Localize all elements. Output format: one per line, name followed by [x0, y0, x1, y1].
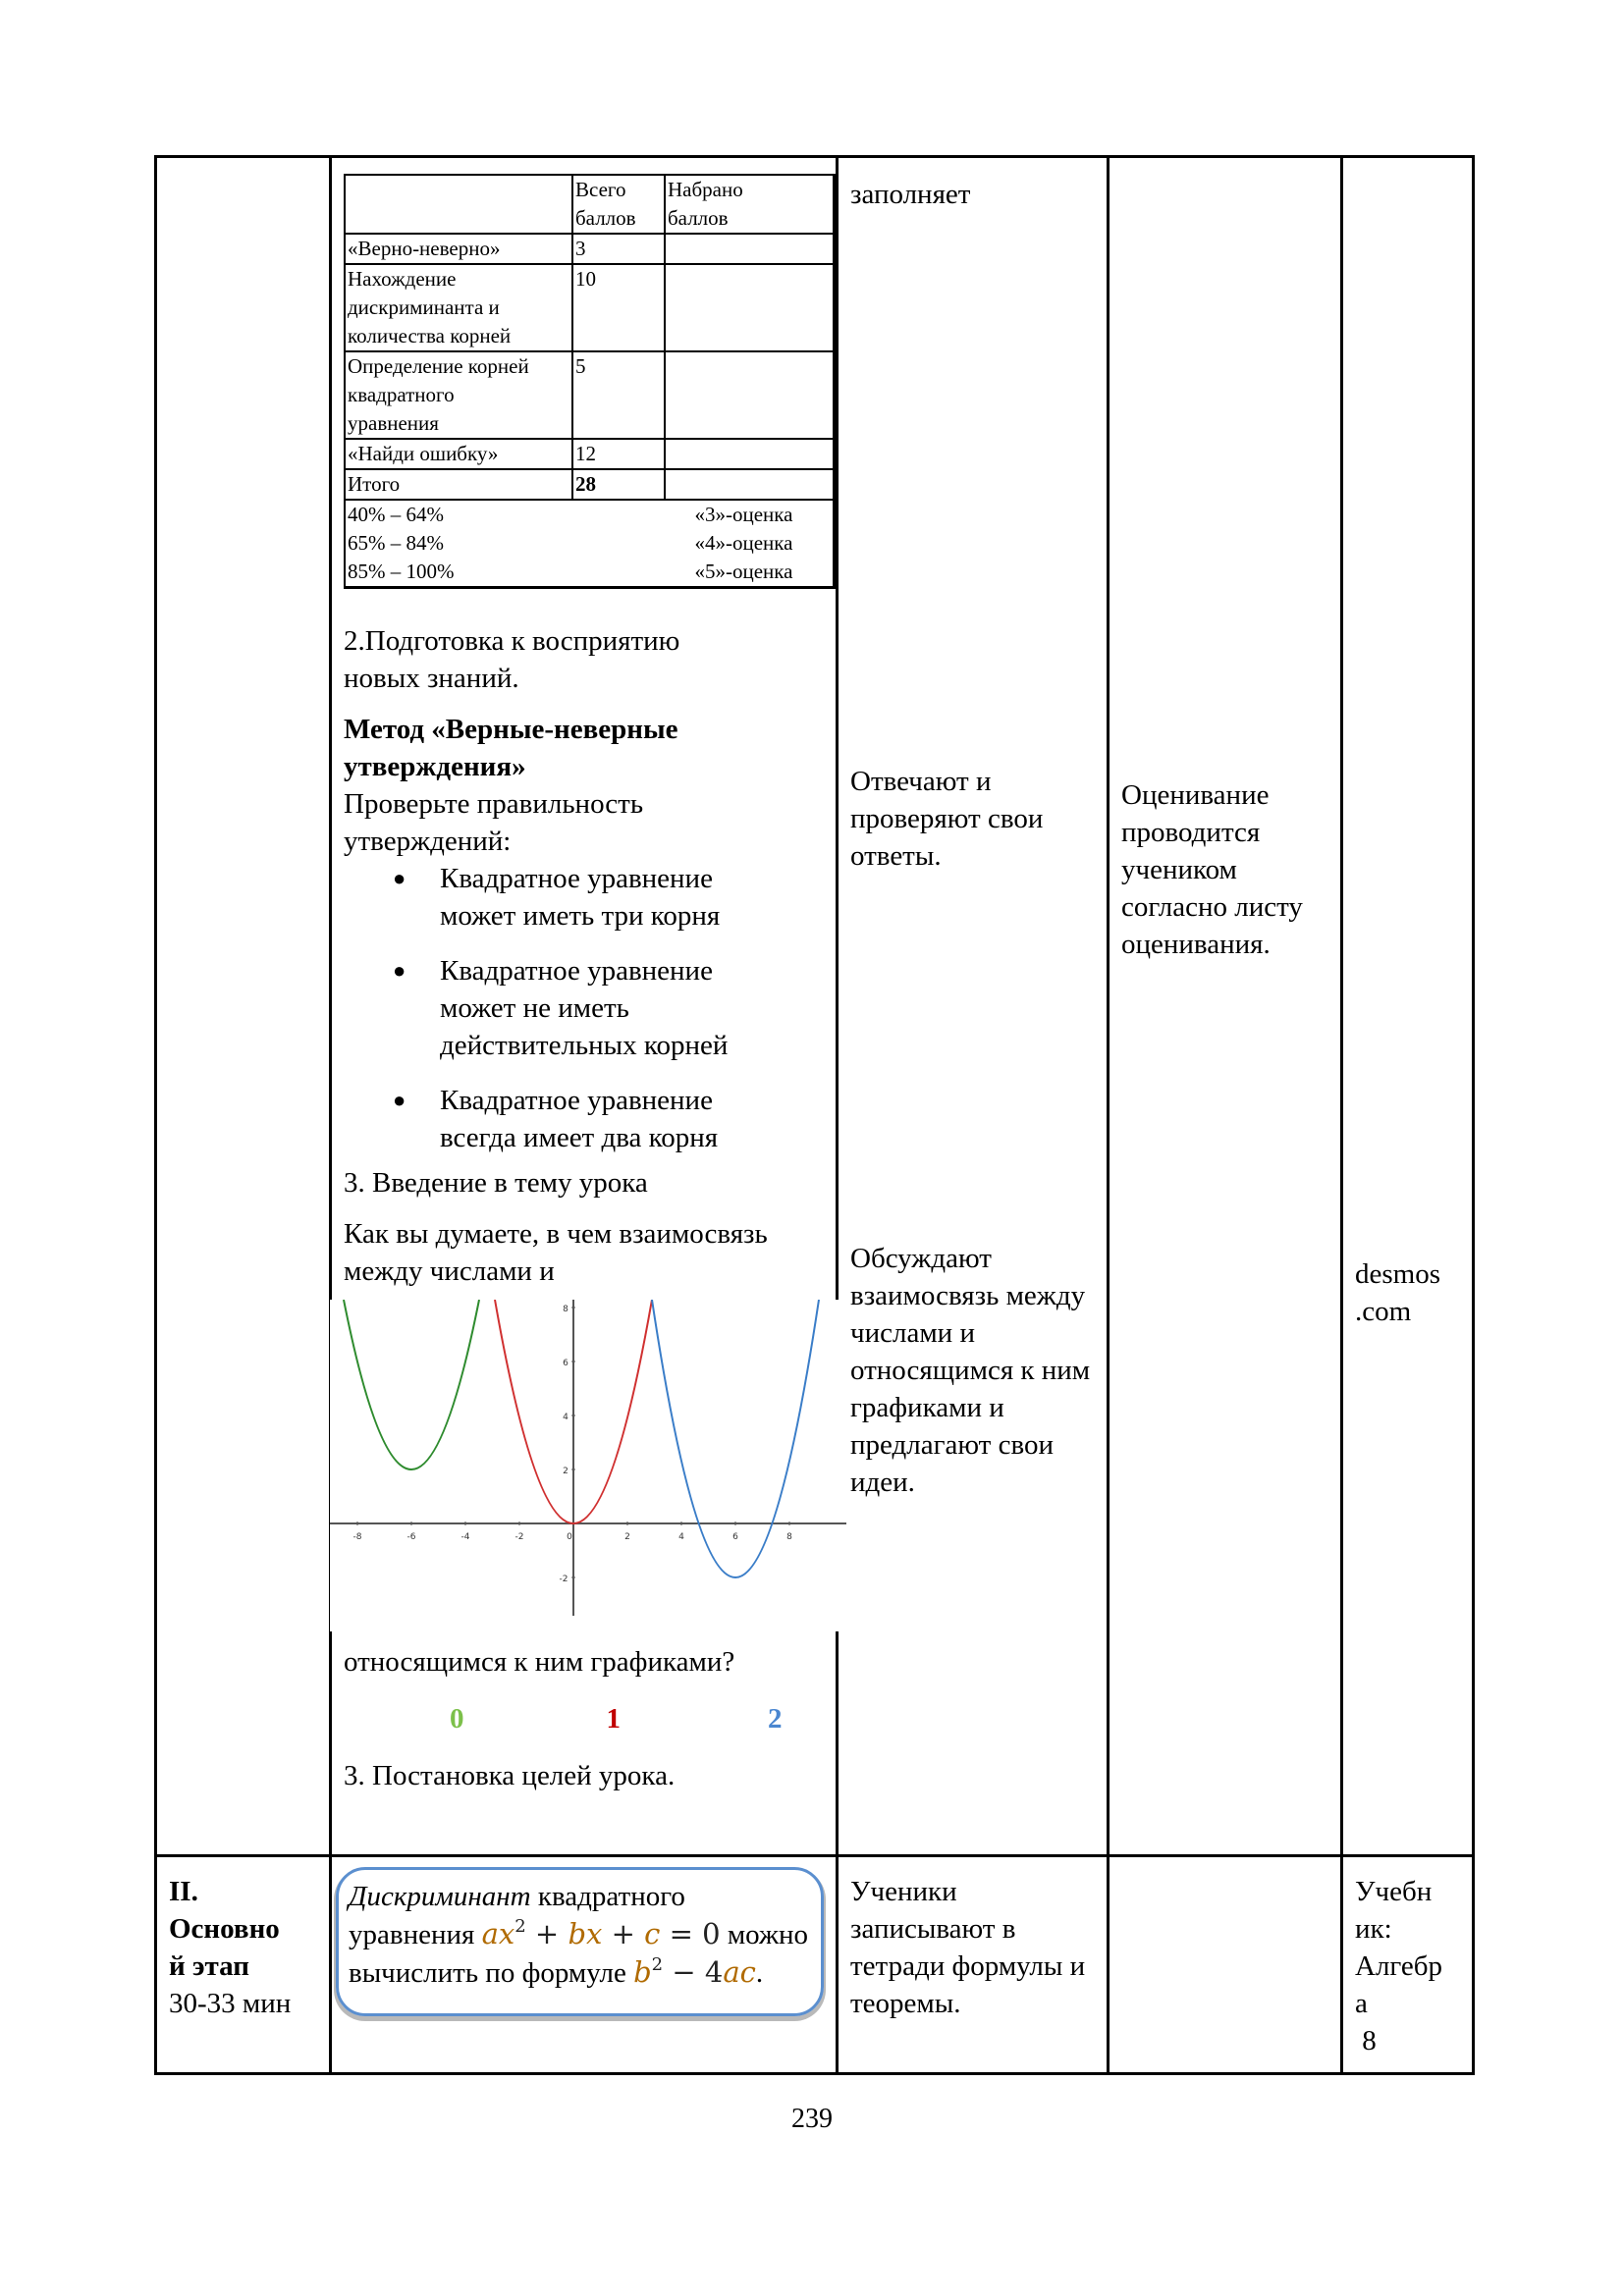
header-total: Всего баллов — [572, 175, 665, 234]
task-earned-field[interactable] — [665, 439, 834, 469]
lesson-row-main — [156, 1856, 1474, 2074]
total-score: 28 — [572, 469, 665, 500]
task-name: «Верно-неверно» — [345, 234, 572, 264]
stage-name: й этап — [169, 1950, 249, 1982]
svg-text:4: 4 — [563, 1413, 568, 1422]
svg-text:-2: -2 — [514, 1532, 524, 1542]
grading-scale — [345, 500, 834, 588]
teacher-activity-cell — [331, 1856, 838, 2074]
task-total: 10 — [572, 264, 665, 351]
task-total: 12 — [572, 439, 665, 469]
term-discriminant: Дискриминант — [349, 1881, 531, 1912]
header-task — [345, 175, 572, 234]
statement-item: ● Квадратное уравнение может иметь три корня — [440, 860, 764, 934]
textbook-reference: Учебн ик: Алгебр а 8 — [1355, 1876, 1443, 2056]
score-row — [345, 234, 834, 264]
teacher-text — [332, 622, 836, 1290]
task-name: «Найди ошибку» — [345, 439, 572, 469]
discriminant-formula-box: Дискриминант квадратного уравнения $ax^2$ + bx + c = 0 можно вычислить по формуле $b^2 - 4ac$. — [336, 1867, 824, 2016]
goals-heading: 3. Постановка целей урока. — [344, 1760, 676, 1791]
task-total: 5 — [572, 351, 665, 439]
svg-text:8: 8 — [563, 1305, 568, 1314]
task-name: Итого — [345, 469, 572, 500]
task-earned-field[interactable] — [665, 469, 834, 500]
method-instruction: Проверьте правильность утверждений: — [344, 788, 644, 857]
score-table-header — [345, 175, 834, 234]
score-table — [344, 174, 836, 589]
lesson-plan-table — [154, 155, 1475, 2075]
stage-number: II. — [169, 1876, 198, 1907]
resources-cell — [1342, 157, 1474, 1856]
stage-label — [157, 158, 329, 182]
score-row — [345, 351, 834, 439]
statements-list — [344, 860, 824, 1156]
teacher-activity-cell — [331, 157, 838, 1856]
task-earned-field[interactable] — [665, 234, 834, 264]
students-fills: заполняет — [850, 179, 971, 210]
stage-name: Основно — [169, 1913, 280, 1945]
header-earned: Набрано баллов — [665, 175, 834, 234]
parabola-graph — [330, 1300, 846, 1631]
students-answer-check: Отвечают и проверяют свои ответы. — [850, 766, 1044, 872]
prep-heading: 2.Подготовка к восприятию новых знаний. — [344, 625, 680, 694]
quadratic-equation: $ax^2$ + bx + c = 0 — [481, 1916, 721, 1950]
root-count-zero: 0 — [450, 1703, 464, 1735]
score-row-total — [345, 469, 834, 500]
task-earned-field[interactable] — [665, 351, 834, 439]
student-activity-cell — [838, 1856, 1109, 2074]
svg-text:-4: -4 — [460, 1532, 470, 1542]
students-notes: Ученики записывают в тетради формулы и теоремы. — [850, 1876, 1086, 2019]
svg-text:2: 2 — [624, 1532, 630, 1542]
assessment-text: Оценивание проводится учеником согласно листу оценивания. — [1121, 779, 1303, 960]
svg-text:2: 2 — [563, 1467, 568, 1476]
resources-cell — [1342, 1856, 1474, 2074]
root-count-two: 2 — [768, 1703, 783, 1735]
statement-item: ● Квадратное уравнение может не иметь действительных корней — [440, 952, 784, 1064]
lesson-row-intro — [156, 157, 1474, 1856]
task-name: Определение корней квадратного уравнения — [345, 351, 572, 439]
svg-text:0: 0 — [567, 1532, 572, 1542]
discriminant-formula: $b^2 - 4ac$ — [633, 1954, 756, 1989]
stage-cell — [156, 1856, 331, 2074]
score-row — [345, 264, 834, 351]
assessment-text — [1110, 1857, 1340, 1881]
svg-text:6: 6 — [563, 1359, 568, 1368]
svg-text:4: 4 — [678, 1532, 684, 1542]
svg-text:-2: -2 — [559, 1575, 568, 1584]
stage-cell — [156, 157, 331, 1856]
grade-line: 85% – 100% «5»-оценка — [348, 560, 793, 583]
grade-line: 65% – 84% «4»-оценка — [348, 531, 793, 555]
statement-item: ● Квадратное уравнение всегда имеет два корня — [440, 1082, 764, 1156]
svg-text:6: 6 — [732, 1532, 738, 1542]
intro-question: Как вы думаете, в чем взаимосвязь между числами и — [344, 1218, 768, 1287]
task-total: 3 — [572, 234, 665, 264]
teacher-text-continued — [332, 1643, 836, 1794]
root-counts — [344, 1700, 824, 1737]
task-earned-field[interactable] — [665, 264, 834, 351]
score-row — [345, 439, 834, 469]
svg-text:8: 8 — [786, 1532, 792, 1542]
students-discussion: Обсуждают взаимосвязь между числами и относящимся к ним графиками и предлагают свои идеи. — [850, 1243, 1091, 1498]
grade-line: 40% – 64% «3»-оценка — [348, 503, 793, 526]
task-name: Нахождение дискриминанта и количества корней — [345, 264, 572, 351]
page-number: 239 — [791, 2104, 833, 2134]
svg-text:-6: -6 — [406, 1532, 416, 1542]
root-count-one: 1 — [606, 1703, 621, 1735]
method-title: Метод «Верные-неверные утверждения» — [344, 714, 678, 782]
intro-heading: 3. Введение в тему урока — [344, 1167, 648, 1199]
student-activity-cell — [838, 157, 1109, 1856]
assessment-cell — [1109, 157, 1342, 1856]
parabola-chart-svg — [330, 1300, 846, 1631]
assessment-cell — [1109, 1856, 1342, 2074]
resource-link[interactable]: desmos .com — [1355, 1258, 1440, 1327]
intro-question-end: относящимся к ним графиками? — [344, 1646, 735, 1678]
svg-text:-8: -8 — [352, 1532, 362, 1542]
stage-time: 30-33 мин — [169, 1988, 292, 2019]
